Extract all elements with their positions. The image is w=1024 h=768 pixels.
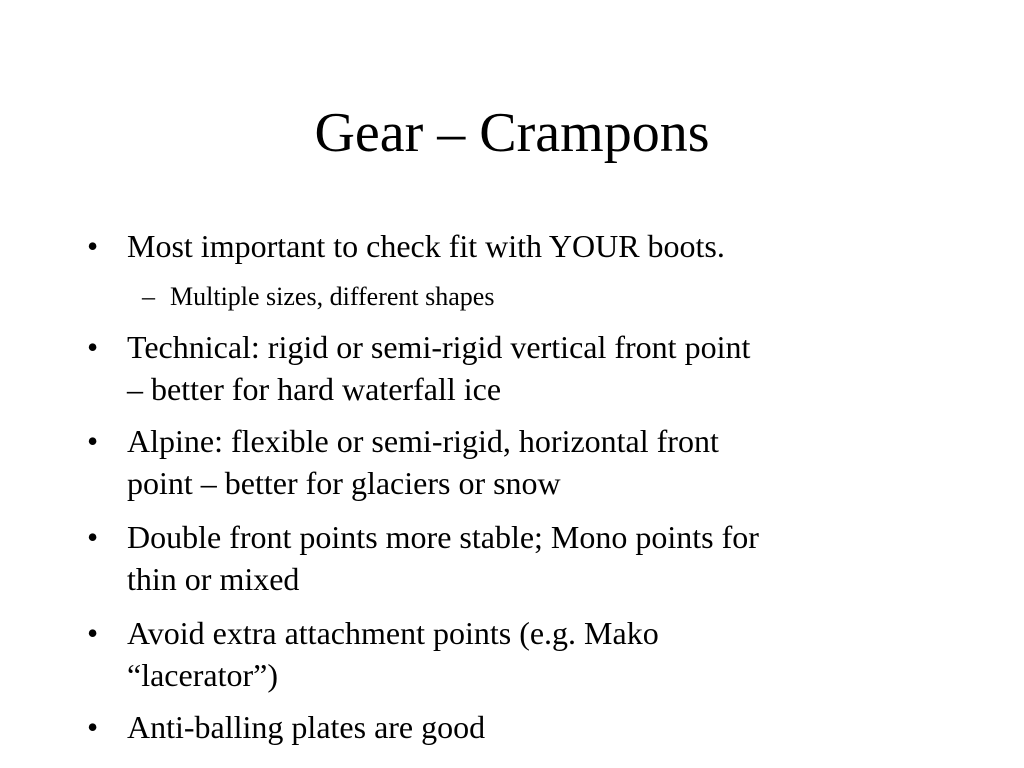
bullet-marker: • bbox=[87, 329, 99, 365]
bullet-text-line: “lacerator”) bbox=[127, 657, 278, 693]
bullet-item bbox=[87, 225, 927, 267]
bullet-marker: • bbox=[87, 228, 99, 264]
bullet-text: Most important to check fit with YOUR boots. bbox=[127, 228, 725, 264]
sub-bullet-item bbox=[142, 281, 870, 313]
bullet-text-line: Double front points more stable; Mono points for bbox=[127, 519, 759, 555]
bullet-text-line: Avoid extra attachment points (e.g. Mako bbox=[127, 615, 659, 651]
bullet-item bbox=[87, 326, 927, 410]
bullet-item bbox=[87, 420, 927, 504]
sub-bullet-text: Multiple sizes, different shapes bbox=[170, 282, 495, 311]
sub-bullet-marker: – bbox=[142, 282, 155, 311]
bullet-marker: • bbox=[87, 423, 99, 459]
bullet-text-line: – better for hard waterfall ice bbox=[127, 371, 502, 407]
bullet-text-line: Technical: rigid or semi-rigid vertical front point bbox=[127, 329, 751, 365]
slide-title: Gear – Crampons bbox=[314, 102, 710, 164]
bullet-item bbox=[87, 516, 927, 600]
bullet-item bbox=[87, 612, 927, 696]
bullet-item bbox=[87, 706, 927, 748]
bullet-text-line: point – better for glaciers or snow bbox=[127, 465, 561, 501]
bullet-marker: • bbox=[87, 615, 99, 651]
bullet-text-line: thin or mixed bbox=[127, 561, 300, 597]
bullet-marker: • bbox=[87, 519, 99, 555]
bullet-text-line: Alpine: flexible or semi-rigid, horizontal front bbox=[127, 423, 719, 459]
bullet-marker: • bbox=[87, 709, 99, 745]
bullet-text: Anti-balling plates are good bbox=[127, 709, 486, 745]
